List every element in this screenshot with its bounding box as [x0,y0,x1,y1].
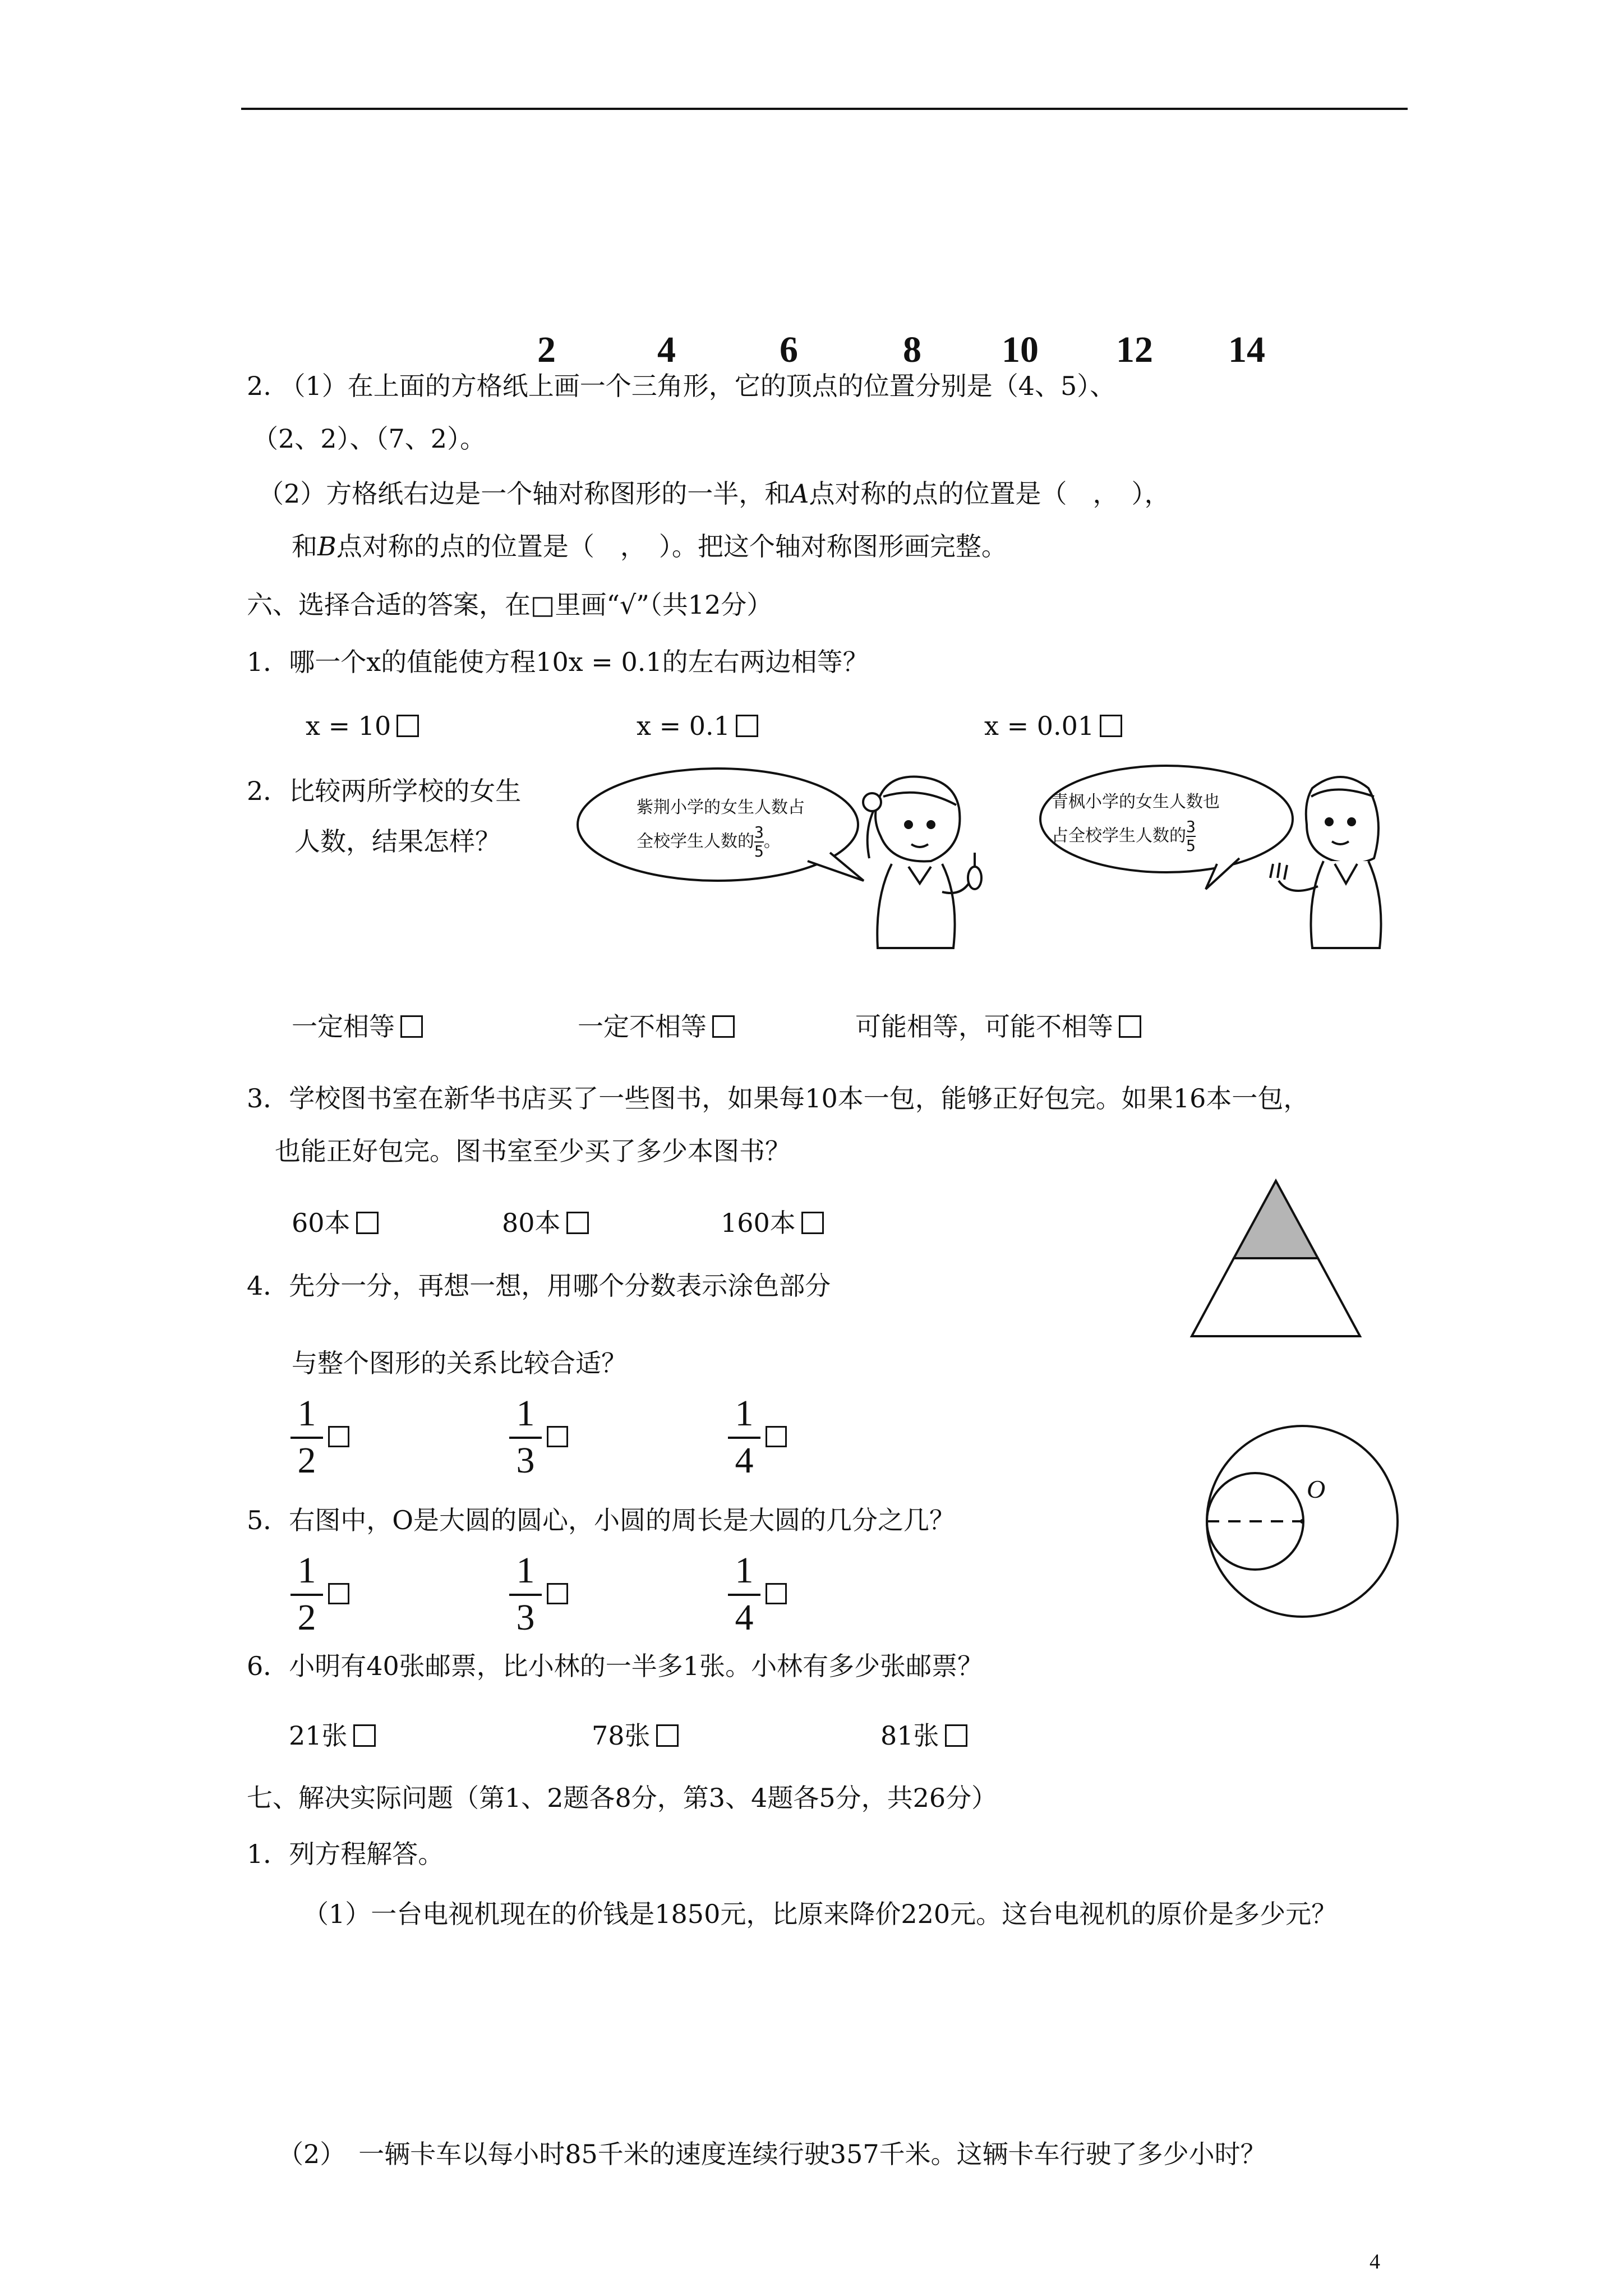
checkbox[interactable] [766,1583,787,1604]
checkbox[interactable] [356,1212,379,1234]
bubble-left-tail: 。 [763,831,781,852]
checkbox[interactable] [547,1583,568,1604]
girls-illustration [572,763,1391,976]
s6-q2-option-3[interactable] [855,1010,1141,1043]
q5-fraction-2 [506,1551,545,1637]
bubble-right-text: 占全校学生人数的 [1052,826,1186,846]
frac-den: 5 [1186,836,1196,855]
frac-den: 3 [516,1597,535,1638]
q5-fraction-3 [725,1551,764,1637]
center-o-label: O [1307,1475,1326,1503]
frac-den: 4 [735,1597,754,1638]
circles-figure [1200,1419,1402,1621]
frac-num: 1 [735,1550,754,1591]
triangle-figure [1178,1178,1374,1346]
checkbox[interactable] [547,1426,568,1447]
q2-line1: 2. （1）在上面的方格纸上画一个三角形，它的顶点的位置分别是（4、5）、 [247,371,1116,401]
option-label: 81张 [880,1720,939,1751]
axis-number: 2 [537,329,556,370]
frac-num: 1 [516,1393,535,1434]
q5-fraction-1 [287,1551,326,1637]
bubble-right-line1: 青枫小学的女生人数也 [1052,792,1220,812]
bubble-left-line1: 紫荆小学的女生人数占 [637,798,805,817]
q2-line4-pre: 和 [292,531,317,562]
option-label: 60本 [292,1208,351,1238]
checkbox[interactable] [328,1583,349,1604]
option-label: x = 0.01 [984,711,1095,741]
checkbox[interactable] [1100,715,1122,737]
bubble-left-line2 [637,825,781,859]
s6-q3-option-3[interactable] [721,1206,824,1240]
option-label: 一定相等 [292,1011,395,1042]
option-label: 21张 [289,1720,348,1751]
q4-fraction-1 [287,1394,326,1480]
frac-num: 1 [516,1550,535,1591]
s6-q1-option-1[interactable] [306,709,419,743]
s7-q1: 1．列方程解答。 [247,1839,444,1869]
s6-q4-line1: 4．先分一分，再想一想，用哪个分数表示涂色部分 [247,1271,831,1301]
axis-number: 10 [1002,329,1039,370]
fraction-three-fifths [1186,819,1196,854]
checkbox[interactable] [566,1212,589,1234]
option-label: 80本 [502,1208,561,1238]
q2-line4-post: 点对称的点的位置是（ ， ）。把这个轴对称图形画完整。 [336,531,1007,562]
s7-q1-2: （2） 一辆卡车以每小时85千米的速度连续行驶357千米。这辆卡车行驶了多少小时？ [278,2139,1266,2169]
header-rule [241,108,1408,110]
s6-q1-option-2[interactable] [637,709,758,743]
s6-q3-line2: 也能正好包完。图书室至少买了多少本图书？ [275,1136,791,1166]
checkbox[interactable] [712,1015,735,1038]
q4-fraction-3 [725,1394,764,1480]
s6-q6-option-3[interactable] [880,1719,967,1752]
checkbox[interactable] [945,1724,967,1747]
frac-den: 4 [735,1440,754,1481]
bubble-left-text: 全校学生人数的 [637,831,754,852]
frac-num: 1 [735,1393,754,1434]
option-label: x = 10 [306,711,391,741]
section7-heading: 七、解决实际问题（第1、2题各8分，第3、4题各5分，共26分） [247,1783,998,1813]
axis-number: 4 [657,329,676,370]
s6-q1: 1．哪一个x的值能使方程10x = 0.1的左右两边相等？ [247,647,869,677]
checkbox[interactable] [328,1426,349,1447]
girl-left-icon [863,777,981,948]
q2-line4 [292,530,1007,563]
s6-q6-option-1[interactable] [289,1719,376,1752]
checkbox[interactable] [766,1426,787,1447]
point-a-label: A [790,478,809,509]
page-number: 4 [1370,2250,1380,2274]
axis-number: 12 [1116,329,1153,370]
fraction-three-fifths [754,825,764,859]
checkbox[interactable] [396,715,419,737]
s6-q2-line1: 2．比较两所学校的女生 [247,776,522,806]
q2-line2: （2、2）、（7、2）。 [252,424,486,454]
frac-den: 2 [297,1597,316,1638]
s6-q2-option-2[interactable] [578,1010,735,1043]
frac-num: 3 [1186,817,1196,836]
option-label: 一定不相等 [578,1011,707,1042]
axis-number: 14 [1228,329,1265,370]
grid-axis-numbers [0,314,1623,370]
checkbox[interactable] [353,1724,376,1747]
s6-q3-option-1[interactable] [292,1206,379,1240]
frac-num: 1 [297,1393,316,1434]
section6-heading: 六、选择合适的答案，在□里画“√”（共12分） [247,590,773,620]
frac-den: 2 [297,1440,316,1481]
s7-q1-1: （1）一台电视机现在的价钱是1850元，比原来降价220元。这台电视机的原价是多少元？ [303,1899,1338,1929]
axis-number: 6 [780,329,798,370]
frac-num: 3 [754,823,764,841]
s6-q1-option-3[interactable] [984,709,1122,743]
checkbox[interactable] [656,1724,679,1747]
s6-q3-line1: 3．学校图书室在新华书店买了一些图书，如果每10本一包，能够正好包完。如果16本一包， [247,1083,1310,1114]
checkbox[interactable] [801,1212,824,1234]
frac-den: 5 [754,842,764,861]
s6-q2-option-1[interactable] [292,1010,423,1043]
option-label: 可能相等，可能不相等 [855,1011,1113,1042]
axis-number: 8 [903,329,921,370]
checkbox[interactable] [736,715,758,737]
bubble-right-line2 [1052,819,1196,854]
s6-q6-option-2[interactable] [592,1719,679,1752]
checkbox[interactable] [400,1015,423,1038]
option-label: 160本 [721,1208,796,1238]
option-label: 78张 [592,1720,651,1751]
q2-line3-pre: （2）方格纸右边是一个轴对称图形的一半，和 [258,478,791,509]
checkbox[interactable] [1119,1015,1141,1038]
q2-line3-post: 点对称的点的位置是（ ， ）， [809,478,1170,509]
q4-fraction-2 [506,1394,545,1480]
s6-q3-option-2[interactable] [502,1206,589,1240]
s6-q5: 5．右图中，O是大圆的圆心，小圆的周长是大圆的几分之几？ [247,1505,955,1535]
s6-q6: 6．小明有40张邮票，比小林的一半多1张。小林有多少张邮票？ [247,1651,984,1681]
s6-q4-line2: 与整个图形的关系比较合适？ [292,1348,627,1378]
point-b-label: B [317,531,336,562]
option-label: x = 0.1 [637,711,730,741]
triangle-shaded-part [1234,1181,1318,1258]
frac-num: 1 [297,1550,316,1591]
triangle-unshaded-part [1192,1258,1360,1336]
q2-line3 [258,477,1170,510]
s6-q2-line2: 人数，结果怎样？ [294,826,501,857]
frac-den: 3 [516,1440,535,1481]
